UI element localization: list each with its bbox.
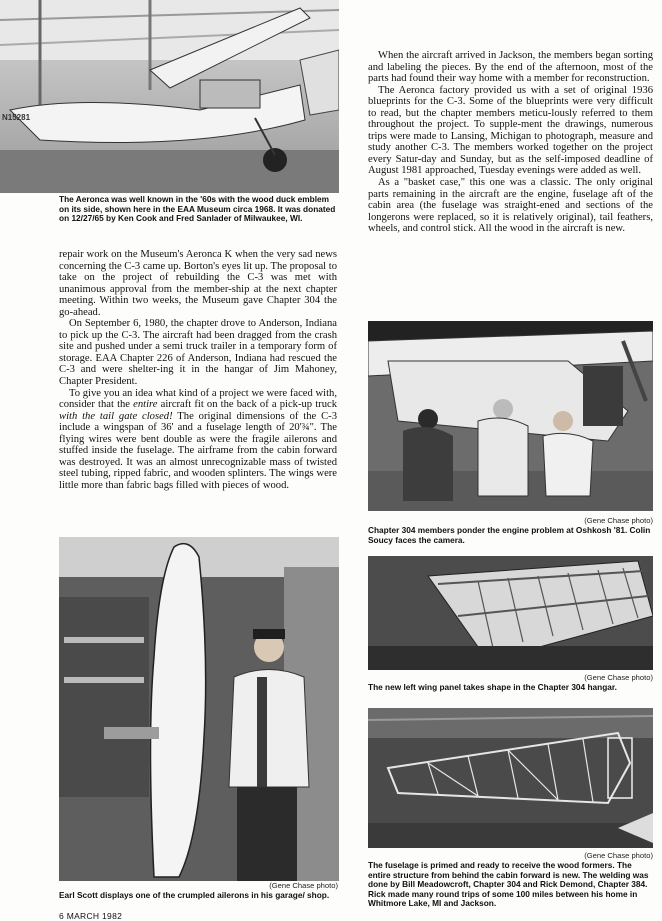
aileron-garage-photo: [59, 537, 339, 881]
wing-photo-caption: The new left wing panel takes shape in the Chapter 304 hangar.: [368, 682, 617, 692]
museum-aeronca-photo: [0, 0, 339, 193]
registration-number-text: N15281: [2, 113, 31, 122]
fuselage-photo: [368, 708, 653, 848]
left-paragraph-1: repair work on the Museum's Aeronca K when the very sad news concerning the C-3 came up. Borton's eyes lit up. The proposal to take on the project of rebuilding the C-3 was met with unanimous approval from the member-ship at the next chapter meeting. Within two weeks, the Museum gave Chapter 304 the go-ahead.: [59, 249, 337, 318]
aileron-photo-caption: Earl Scott displays one of the crumpled ailerons in his garage/ shop.: [59, 890, 330, 900]
left-column-article-text: [59, 249, 337, 491]
left-paragraph-3: To give you an idea what kind of a project we were faced with, consider that the entire aircraft fit on the back of a pick-up truck with the tail gate closed! The original dimensions of the C-3 include a wingspan of 36' and a fuselage length of 20'¾". The flying wires were bent double as were the fragile ailerons and stuffed inside the fuselage. The airframe from the cabin forward was destroyed. It was an almost unrecognizable mass of twisted steel tubing, ripped fabric, and wooden splinters. The wings were little more than fabric bags filled with pieces of wood.: [59, 387, 338, 491]
fuselage-photo-caption: The fuselage is primed and ready to receive the wood formers. The entire structure from behind the cabin forward is new. The welding was done by Bill Meadowcroft, Chapter 304 and Rick Demond, Chapter 384. Rick made many round trips of some 100 miles between his home in Whitmore Lake, MI and Jackson.: [368, 860, 649, 909]
oshkosh-photo-caption: Chapter 304 members ponder the engine problem at Oshkosh '81. Colin Soucy faces the camera.: [368, 525, 651, 545]
aileron-photo-credit: (Gene Chase photo): [269, 881, 338, 890]
right-paragraph-2: The Aeronca factory provided us with a set of original 1936 blueprints for the C-3. Some of the blueprints were very difficult to read, but the chapter members meticu-lously referred to them throughout the project. To supple-ment the drawings, numerous trips were made to Lansing, Michigan to photograph, measure and study another C-3. The members worked together on the project every Satur-day and Sunday, but as the self-imposed deadline of August 1981 approached, Tuesday evenings were added as well.: [368, 84, 653, 177]
right-column-article-text: [368, 50, 653, 235]
fuselage-photo-credit: (Gene Chase photo): [584, 851, 653, 860]
page-folio: 6 MARCH 1982: [59, 911, 123, 921]
museum-photo-caption: The Aeronca was well known in the '60s with the wood duck emblem on its side, shown here in the EAA Museum circa 1968. It was donated on 12/27/65 by Ken Cook and Fred Sanlader of Milwaukee, WI.: [59, 194, 336, 224]
right-paragraph-3: As a "basket case," this one was a classic. The only original parts remaining in the aircraft are the engine, fuselage aft of the cabin area (the fuselage was straight-ened and sections of the longerons were replaced, so it is relatively original), tail feathers, wheels, and control stick. All the wood in the aircraft is new.: [368, 177, 653, 235]
wing-panel-photo: [368, 556, 653, 670]
oshkosh-photo-credit: (Gene Chase photo): [584, 516, 653, 525]
wing-photo-credit: (Gene Chase photo): [584, 673, 653, 682]
left-paragraph-2: On September 6, 1980, the chapter drove to Anderson, Indiana to pick up the C-3. The aircraft had been dragged from the crash site and pushed under a semi truck trailer in a temporary form of storage. EAA Chapter 226 of Anderson, Indiana had rescued the C-3 and were shelter-ing it in the hangar of Jim Mahoney, Chapter President.: [59, 318, 337, 388]
right-paragraph-1: When the aircraft arrived in Jackson, the members began sorting and labeling the pieces. By the end of the afternoon, most of the parts had found their way home with a member for reconstruction.: [368, 50, 653, 85]
oshkosh-engine-photo: [368, 321, 653, 511]
